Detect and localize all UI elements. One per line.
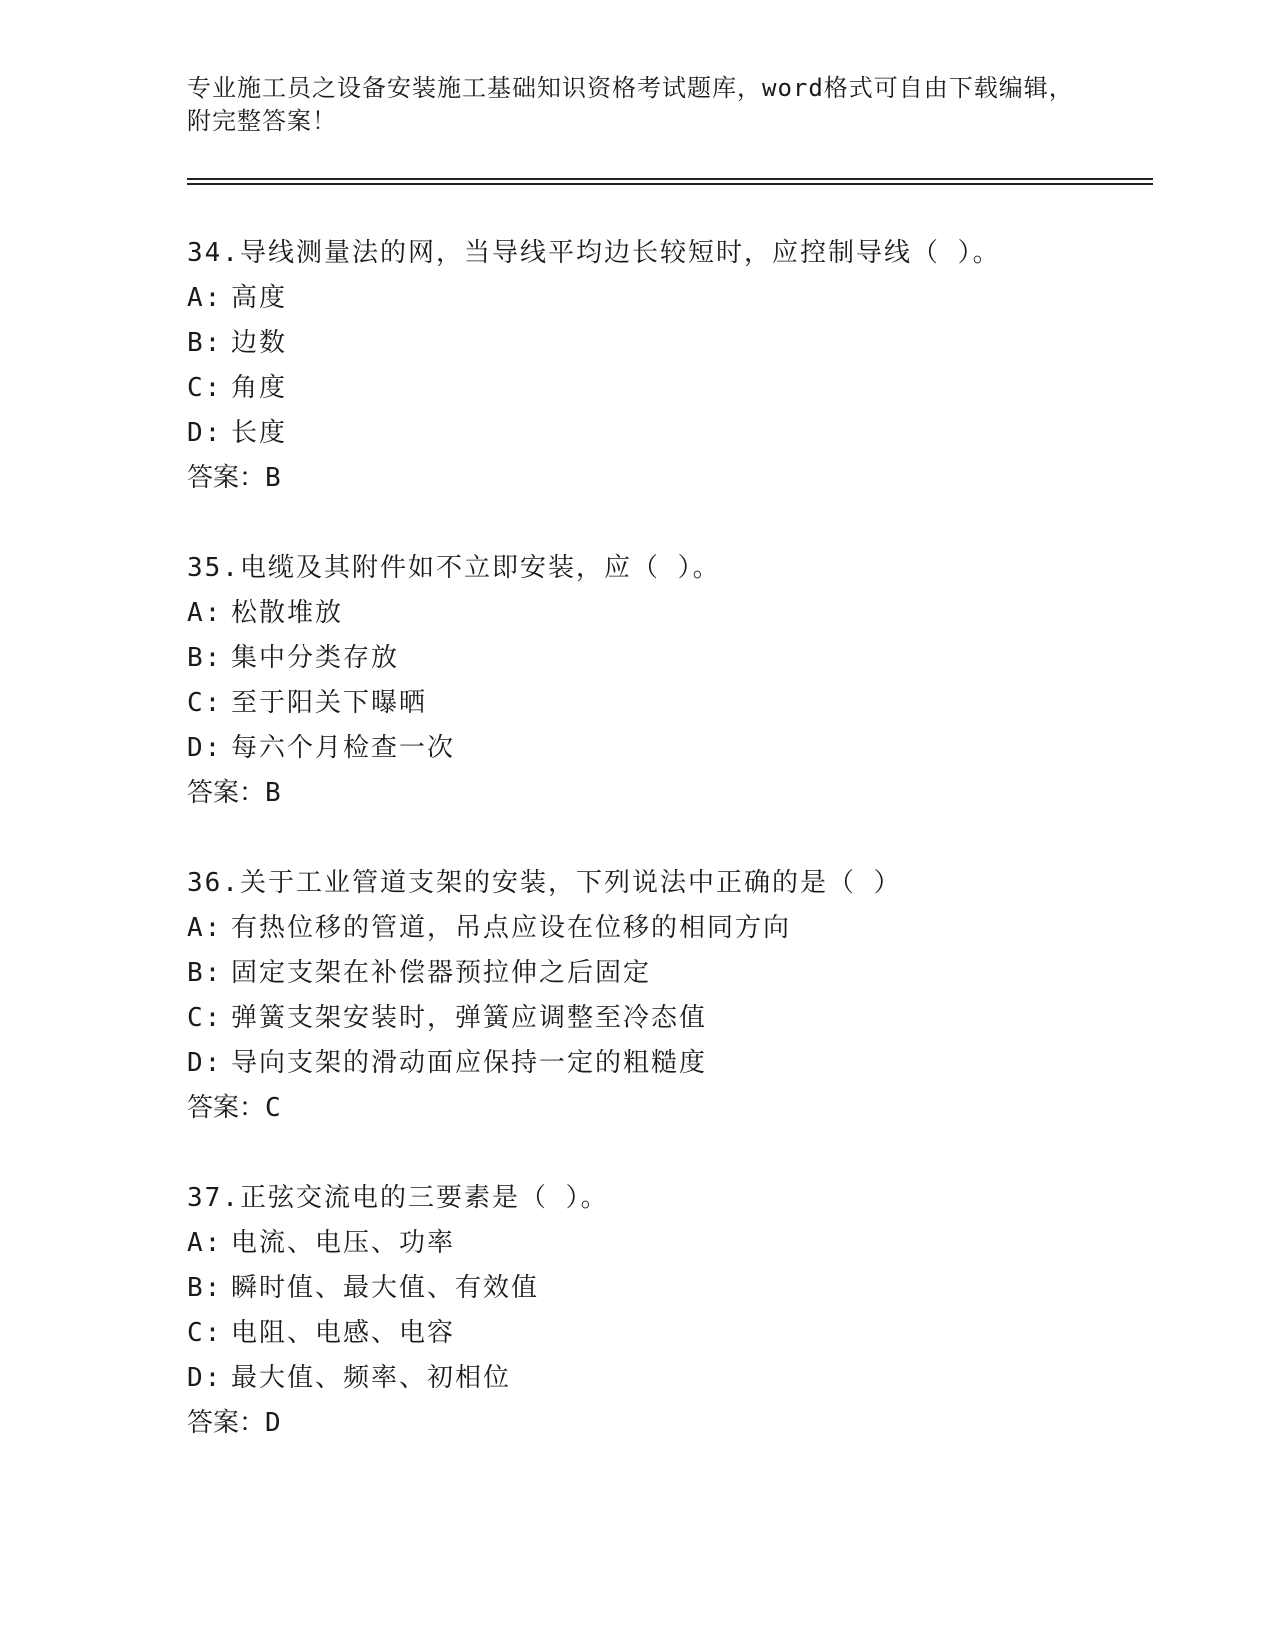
option-text: 至于阳关下曝晒 <box>231 688 428 718</box>
option-c <box>187 1311 1147 1356</box>
option-text: 导向支架的滑动面应保持一定的粗糙度 <box>231 1048 708 1078</box>
answer-value: D <box>265 1408 281 1438</box>
option-d <box>187 726 1147 771</box>
option-text: 边数 <box>231 328 288 358</box>
option-b <box>187 636 1147 681</box>
answer-value: B <box>265 463 281 493</box>
option-a <box>187 276 1147 321</box>
question-title: 35.电缆及其附件如不立即安装，应（ ）。 <box>187 553 721 583</box>
answer-value: C <box>265 1093 281 1123</box>
answer-line <box>187 1401 1147 1446</box>
answer-label: 答案： <box>187 1408 266 1438</box>
option-text: 电阻、电感、电容 <box>231 1318 456 1348</box>
option-key: D: <box>187 1363 223 1393</box>
option-text: 有热位移的管道，吊点应设在位移的相同方向 <box>231 913 792 943</box>
header-divider-bottom <box>187 183 1153 185</box>
question-37 <box>187 1176 1147 1446</box>
option-key: A: <box>187 1228 223 1258</box>
option-b <box>187 321 1147 366</box>
header-line-2: 附完整答案！ <box>187 107 337 135</box>
option-a <box>187 591 1147 636</box>
answer-label: 答案： <box>187 778 266 808</box>
answer-line <box>187 1086 1147 1131</box>
option-key: A: <box>187 598 223 628</box>
option-key: C: <box>187 688 223 718</box>
option-text: 弹簧支架安装时，弹簧应调整至冷态值 <box>231 1003 708 1033</box>
option-text: 集中分类存放 <box>231 643 400 673</box>
option-d <box>187 411 1147 456</box>
option-text: 角度 <box>231 373 288 403</box>
option-key: B: <box>187 643 223 673</box>
option-d <box>187 1041 1147 1086</box>
option-key: A: <box>187 913 223 943</box>
option-key: C: <box>187 1318 223 1348</box>
question-36 <box>187 861 1147 1131</box>
question-title: 37.正弦交流电的三要素是（ ）。 <box>187 1183 609 1213</box>
option-key: D: <box>187 1048 223 1078</box>
answer-line <box>187 456 1147 501</box>
question-34 <box>187 231 1147 501</box>
option-text: 固定支架在补偿器预拉伸之后固定 <box>231 958 652 988</box>
option-key: B: <box>187 1273 223 1303</box>
option-text: 最大值、频率、初相位 <box>231 1363 512 1393</box>
option-c <box>187 366 1147 411</box>
option-text: 每六个月检查一次 <box>231 733 456 763</box>
option-key: C: <box>187 373 223 403</box>
option-a <box>187 906 1147 951</box>
option-text: 松散堆放 <box>231 598 344 628</box>
answer-line <box>187 771 1147 816</box>
option-key: D: <box>187 418 223 448</box>
option-text: 电流、电压、功率 <box>231 1228 456 1258</box>
question-35 <box>187 546 1147 816</box>
option-text: 高度 <box>231 283 288 313</box>
answer-label: 答案： <box>187 1093 266 1123</box>
option-b <box>187 1266 1147 1311</box>
document-header <box>187 72 1087 138</box>
option-key: B: <box>187 328 223 358</box>
option-d <box>187 1356 1147 1401</box>
option-key: A: <box>187 283 223 313</box>
answer-label: 答案： <box>187 463 266 493</box>
question-title: 34.导线测量法的网，当导线平均边长较短时，应控制导线（ ）。 <box>187 238 1001 268</box>
option-text: 长度 <box>231 418 288 448</box>
header-line-1: 专业施工员之设备安装施工基础知识资格考试题库，word格式可自由下载编辑， <box>187 74 1074 102</box>
option-key: C: <box>187 1003 223 1033</box>
question-title: 36.关于工业管道支架的安装，下列说法中正确的是（ ） <box>187 868 902 898</box>
option-key: B: <box>187 958 223 988</box>
option-b <box>187 951 1147 996</box>
option-a <box>187 1221 1147 1266</box>
header-divider-top <box>187 178 1153 180</box>
option-c <box>187 996 1147 1041</box>
answer-value: B <box>265 778 281 808</box>
option-c <box>187 681 1147 726</box>
option-key: D: <box>187 733 223 763</box>
option-text: 瞬时值、最大值、有效值 <box>231 1273 540 1303</box>
